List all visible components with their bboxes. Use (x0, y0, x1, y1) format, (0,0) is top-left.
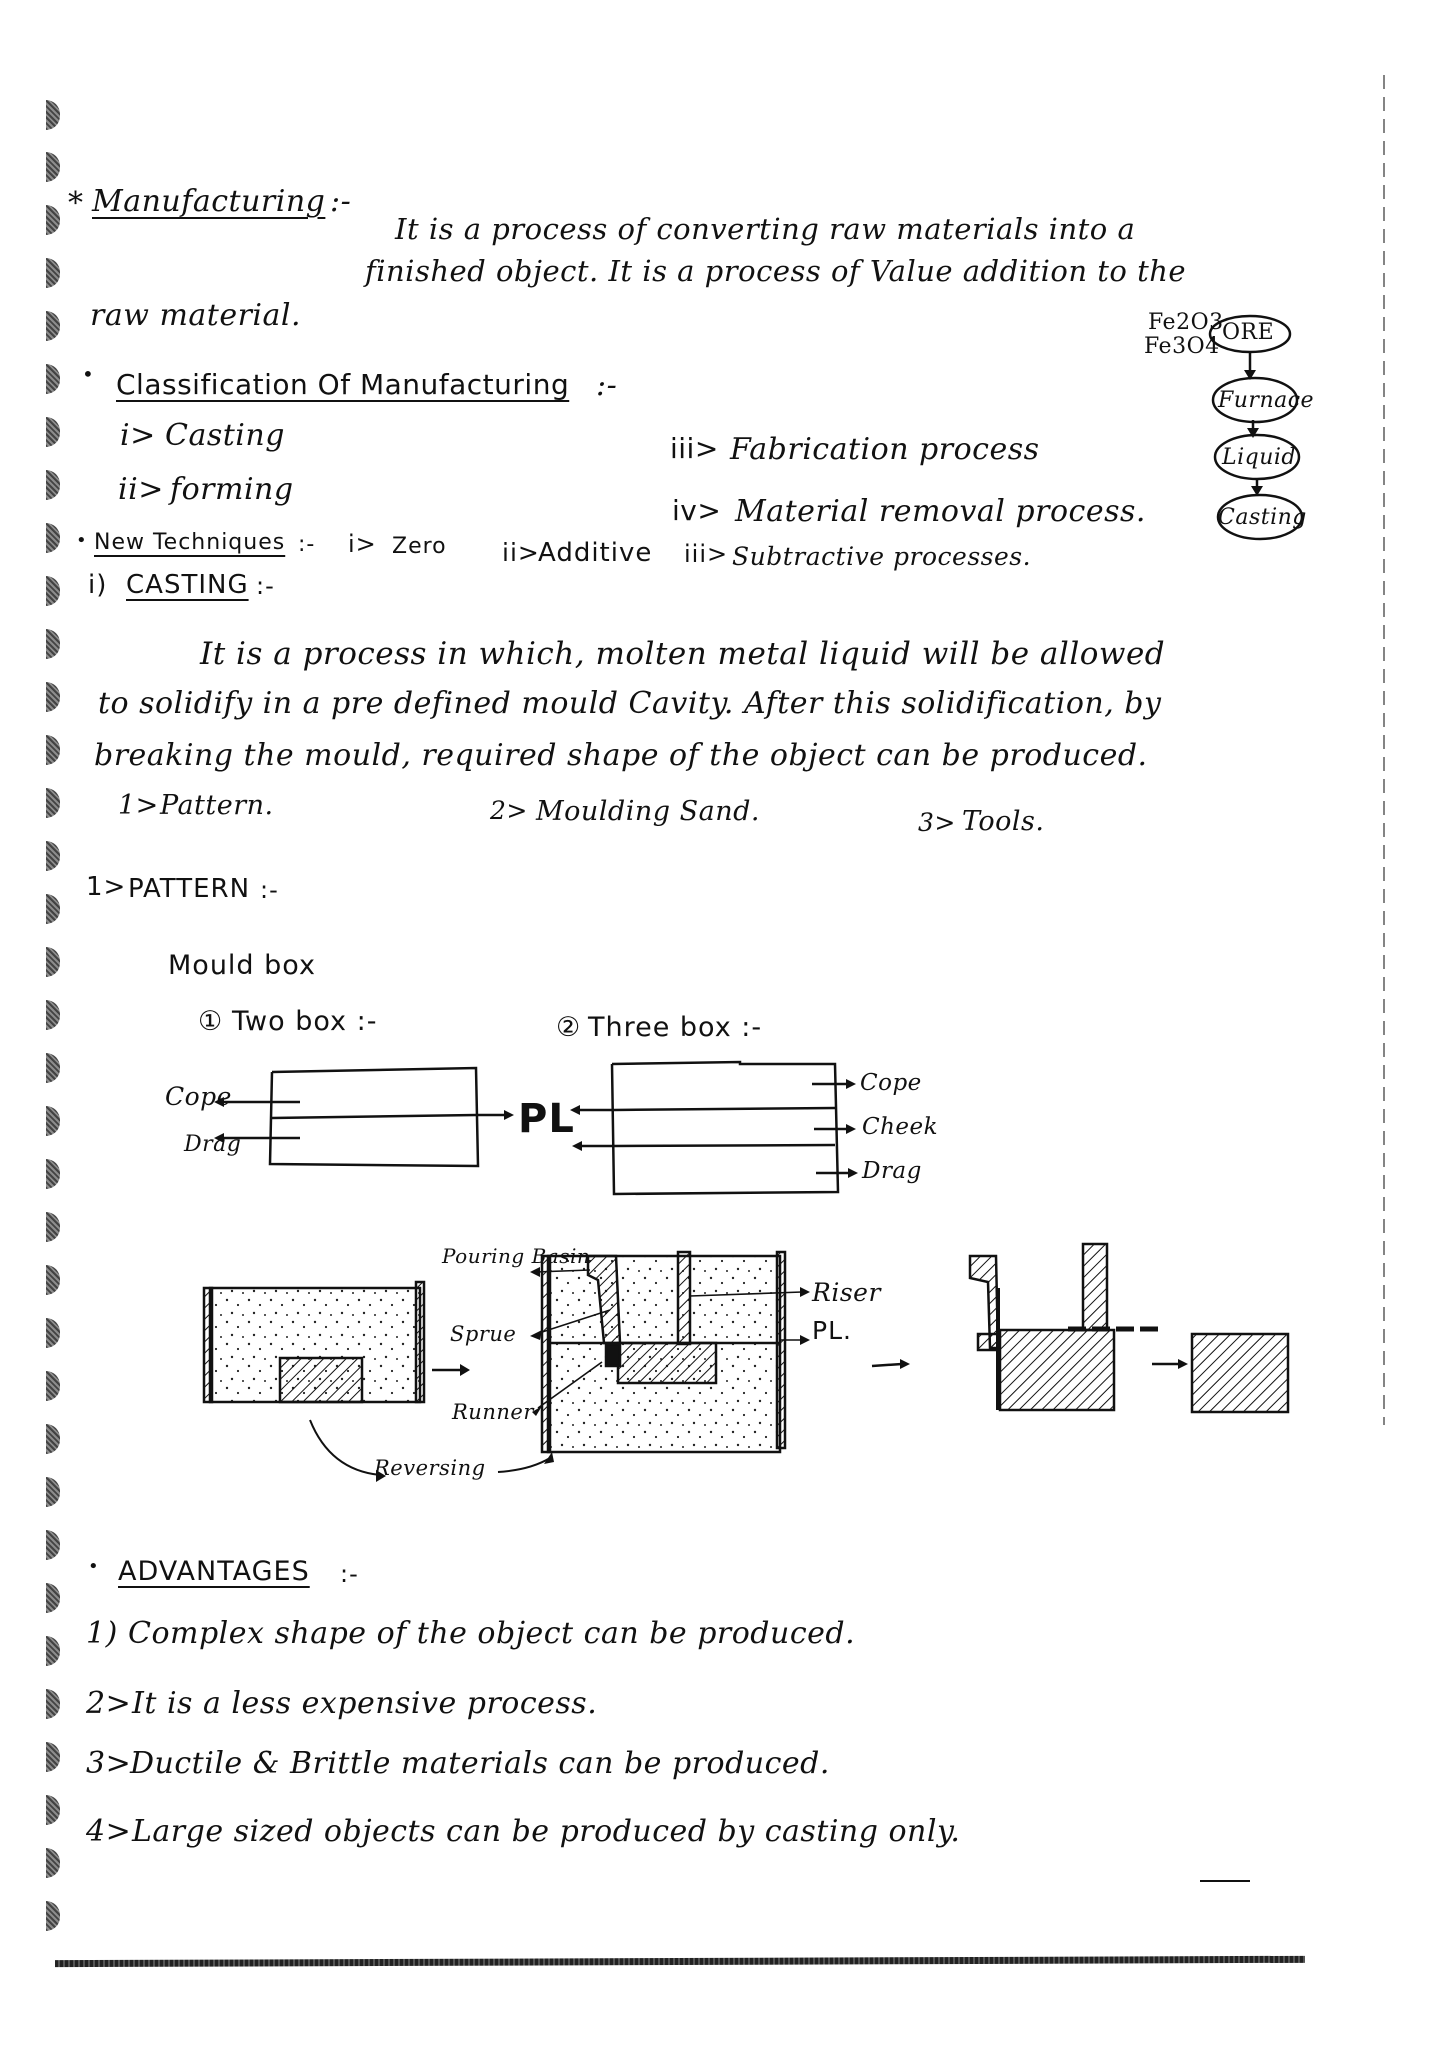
three-box-num: ② (556, 1012, 582, 1043)
classification-item-num: i> (120, 418, 156, 453)
binding-hole (46, 576, 60, 606)
runner-label: Runner (452, 1400, 534, 1424)
advantage-item-large-sized: Large sized objects can be produced by casting only. (132, 1814, 961, 1849)
pattern-num: 1> (86, 872, 127, 902)
binding-hole (46, 152, 60, 182)
three-box-drag-label: Drag (862, 1158, 922, 1184)
bullet-dot: • (88, 1556, 100, 1577)
bullet-dot: • (82, 362, 95, 386)
manufacturing-line-2: finished object. It is a process of Value addition to the (365, 254, 1187, 288)
binding-hole (46, 1318, 60, 1348)
binding-hole (46, 841, 60, 871)
sprue-label: Sprue (450, 1322, 517, 1346)
classification-item-num: iii> (670, 432, 719, 465)
binding-hole (46, 1000, 60, 1030)
three-box-label: Three box :- (588, 1012, 763, 1043)
casting-num: i) (88, 570, 108, 600)
advantage-item-less-expensive: It is a less expensive process. (132, 1686, 598, 1721)
technique-num: ii> (502, 538, 540, 567)
binding-hole (46, 1371, 60, 1401)
binding-hole (46, 1159, 60, 1189)
binding-hole (46, 311, 60, 341)
binding-hole (46, 1053, 60, 1083)
heading-suffix: :- (596, 368, 618, 403)
classification-item-material-removal: Material removal process. (735, 494, 1146, 529)
binding-hole (46, 682, 60, 712)
binding-hole (46, 205, 60, 235)
advantage-item-ductile-brittle: Ductile & Brittle materials can be produced. (130, 1746, 830, 1781)
technique-num: i> (348, 530, 377, 558)
pattern-heading: PATTERN (128, 874, 251, 904)
advantage-num: 4> (86, 1814, 132, 1849)
advantage-num: 2> (86, 1686, 132, 1721)
flow-node-furnace: Furnace (1218, 388, 1315, 413)
technique-additive: Additive (538, 538, 653, 568)
continuation-mark (1200, 1880, 1250, 1882)
advantages-heading: ADVANTAGES (118, 1556, 310, 1587)
binding-hole (46, 1106, 60, 1136)
bullet-dot: • (76, 530, 88, 551)
requirement-pattern: Pattern. (160, 790, 274, 821)
binding-hole (46, 523, 60, 553)
technique-subtractive: Subtractive processes. (732, 542, 1032, 571)
two-box-cope-label: Cope (165, 1082, 232, 1111)
binding-hole (46, 1901, 60, 1931)
classification-item-fabrication: Fabrication process (730, 432, 1040, 467)
binding-hole (46, 1530, 60, 1560)
requirement-num: 2> (490, 796, 528, 825)
riser-label: Riser (812, 1278, 881, 1307)
binding-hole (46, 788, 60, 818)
classification-item-num: iv> (672, 494, 722, 527)
fe2o3-label: Fe2O3 (1148, 310, 1224, 335)
flow-node-casting: Casting (1218, 505, 1307, 530)
mould-box-label: Mould box (168, 950, 316, 981)
heading-suffix: :- (330, 184, 352, 219)
parting-line-label: PL (518, 1096, 575, 1142)
two-box-label: Two box :- (232, 1006, 378, 1037)
new-techniques-heading: New Techniques (94, 530, 286, 555)
advantage-num: 3> (86, 1746, 132, 1781)
casting-para-line-3: breaking the mould, required shape of the object can be produced. (94, 738, 1148, 773)
pouring-basin-label: Pouring Basin (442, 1244, 591, 1268)
binding-hole (46, 947, 60, 977)
heading-suffix: :- (340, 1560, 359, 1588)
right-margin-line (1383, 75, 1385, 1425)
binding-hole (46, 629, 60, 659)
flow-node-ore: ORE (1222, 320, 1275, 345)
binding-hole (46, 1212, 60, 1242)
binding-hole (46, 735, 60, 765)
binding-hole (46, 894, 60, 924)
three-box-cheek-label: Cheek (862, 1114, 939, 1140)
binding-hole (46, 1265, 60, 1295)
manufacturing-heading: Manufacturing (92, 184, 326, 219)
manufacturing-line-3: raw material. (90, 298, 302, 333)
requirement-num: 1> (118, 790, 159, 821)
reversing-label: Reversing (374, 1456, 486, 1480)
two-box-num: ① (198, 1006, 224, 1037)
requirement-moulding-sand: Moulding Sand. (536, 796, 760, 827)
heading-suffix: :- (260, 876, 279, 904)
classification-heading: Classification Of Manufacturing (116, 368, 570, 401)
heading-suffix: :- (256, 572, 275, 600)
classification-item-forming: forming (170, 472, 294, 507)
casting-para-line-1: It is a process in which, molten metal liquid will be allowed (200, 636, 1166, 672)
binding-hole (46, 100, 60, 130)
casting-heading: CASTING (126, 570, 249, 600)
flow-node-liquid: Liquid (1222, 445, 1297, 470)
heading-suffix: :- (298, 532, 316, 557)
binding-hole (46, 1477, 60, 1507)
binding-hole (46, 1689, 60, 1719)
three-box-cope-label: Cope (860, 1070, 922, 1096)
two-box-drag-label: Drag (184, 1132, 242, 1157)
casting-process-diagram (180, 1230, 1320, 1500)
advantage-item-complex-shape: Complex shape of the object can be produced. (128, 1616, 856, 1651)
binding-hole (46, 1848, 60, 1878)
pl-label: PL. (812, 1316, 852, 1345)
binding-hole (46, 417, 60, 447)
binding-hole (46, 1636, 60, 1666)
fe3o4-label: Fe3O4 (1144, 334, 1220, 359)
binding-hole (46, 1795, 60, 1825)
bottom-border-line (55, 1956, 1305, 1967)
casting-para-line-2: to solidify in a pre defined mould Cavity. After this solidification, by (98, 686, 1162, 721)
requirement-num: 3> (918, 808, 956, 837)
classification-item-casting: Casting (165, 418, 285, 453)
requirement-tools: Tools. (962, 806, 1045, 837)
technique-num: iii> (684, 540, 729, 568)
manufacturing-line-1: It is a process of converting raw materials into a (395, 212, 1136, 246)
technique-zero: Zero (392, 534, 447, 559)
binding-hole (46, 364, 60, 394)
binding-hole (46, 1583, 60, 1613)
binding-hole (46, 1424, 60, 1454)
binding-hole (46, 1742, 60, 1772)
classification-item-num: ii> (118, 472, 164, 507)
binding-hole (46, 470, 60, 500)
binding-hole (46, 258, 60, 288)
advantage-num: 1) (86, 1616, 118, 1651)
star-bullet: * (68, 186, 84, 221)
